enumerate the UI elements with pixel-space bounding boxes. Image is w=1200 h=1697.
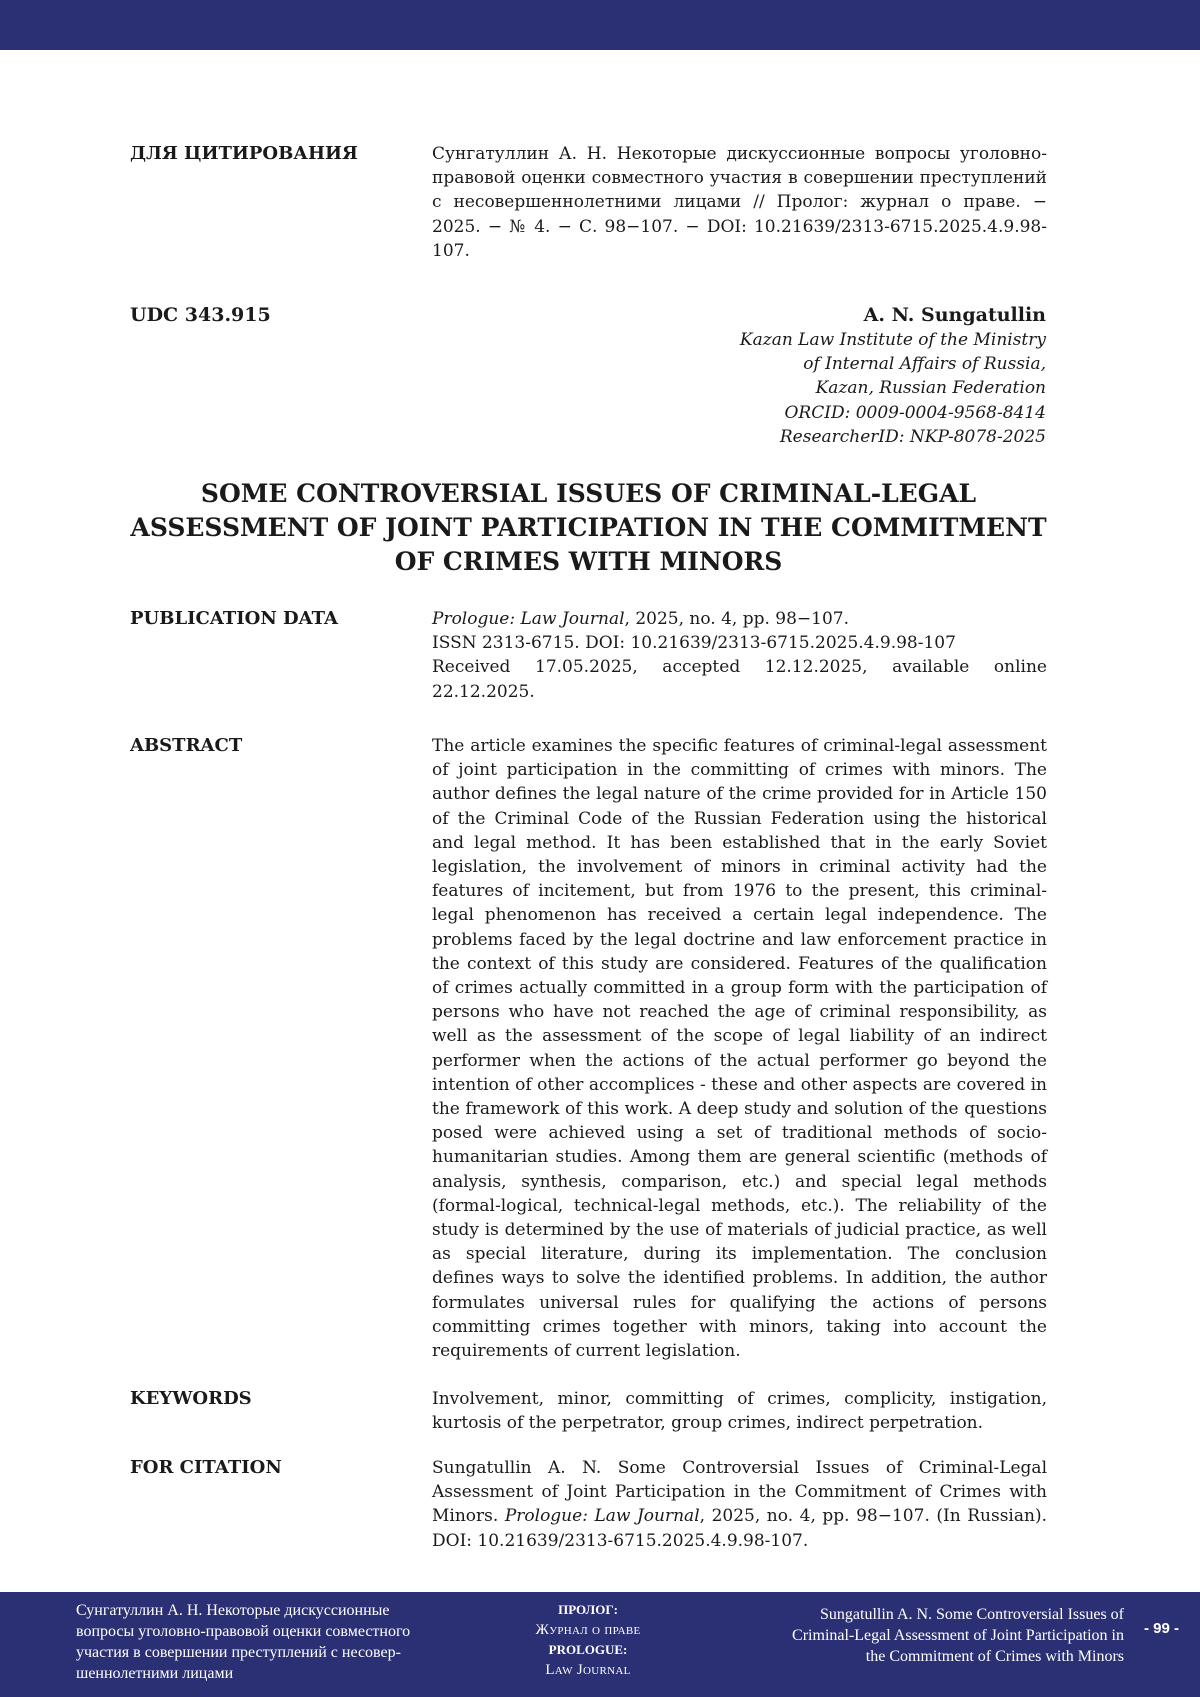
publication-data-label: PUBLICATION DATA: [130, 608, 339, 629]
footer-en-line: Sungatullin A. N. Some Controversial Issues of: [820, 1606, 1124, 1623]
article-title: [130, 477, 1047, 579]
ru-citation-text: Сунгатуллин А. Н. Некоторые дискуссионные вопросы уголовно-правовой оценки совместного участия в совершении преступлений с несовершеннолетними лицами // Пролог: журнал о праве. − 2025. − № 4. − С. 98−107. − DOI: 10.21639/2313-6715.2025.4.9.98-107.: [432, 144, 1047, 261]
en-citation-before: Sungatullin A. N. Some Controversial Issues of Criminal-Legal Assessment of Joint Participation in the Commitment of Crimes with Minors.: [432, 1458, 1047, 1527]
udc-code: UDC 343.915: [130, 304, 271, 326]
footer-en-line: the Commitment of Crimes with Minors: [865, 1648, 1124, 1665]
title-line: ASSESSMENT OF JOINT PARTICIPATION IN THE COMMITMENT: [130, 513, 1047, 542]
author-orcid: ORCID: 0009-0004-9568-8414: [784, 402, 1046, 423]
publication-details: , 2025, no. 4, pp. 98−107.: [624, 609, 850, 629]
footer-ru-line: шеннолетними лицами: [76, 1665, 234, 1682]
footer-en-citation: [720, 1604, 1124, 1667]
header-band: [0, 0, 1200, 50]
footer-journal-ru-sub: Журнал о праве: [535, 1622, 641, 1638]
footer-journal-ru-title: ПРОЛОГ:: [558, 1602, 618, 1617]
author-affiliation-line: Kazan, Russian Federation: [815, 378, 1046, 399]
abstract-label: ABSTRACT: [130, 735, 243, 756]
footer-ru-line: вопросы уголовно-правовой оценки совместного: [76, 1623, 411, 1640]
footer-journal-en-sub: Law Journal: [545, 1662, 631, 1678]
title-line: OF CRIMES WITH MINORS: [394, 547, 783, 576]
author-block: [740, 302, 1046, 449]
en-citation-after: , 2025, no. 4, pp. 98−107. (In Russian). DOI: 10.21639/2313-6715.2025.4.9.98-107.: [432, 1506, 1047, 1551]
keywords-text: Involvement, minor, committing of crimes, complicity, instigation, kurtosis of the perpetrator, group crimes, indirect perpetration.: [432, 1389, 1047, 1434]
footer-journal-name: [498, 1600, 678, 1680]
en-citation-label: FOR CITATION: [130, 1457, 282, 1478]
title-line: SOME CONTROVERSIAL ISSUES OF CRIMINAL-LEGAL: [200, 479, 977, 508]
page-number: - 99 -: [1144, 1620, 1180, 1637]
keywords-label: KEYWORDS: [130, 1388, 252, 1409]
footer-ru-line: участия в совершении преступлений с несовер-: [76, 1644, 401, 1661]
author-name: A. N. Sungatullin: [863, 304, 1046, 326]
en-citation-journal: Prologue: Law Journal: [504, 1506, 700, 1527]
author-researcherid: ResearcherID: NKP-8078-2025: [779, 426, 1046, 447]
footer-en-line: Criminal-Legal Assessment of Joint Participation in: [792, 1627, 1124, 1644]
author-affiliation-line: of Internal Affairs of Russia,: [803, 354, 1046, 375]
journal-name: Prologue: Law Journal: [432, 609, 625, 629]
footer-journal-en-title: PROLOGUE:: [548, 1642, 628, 1657]
author-affiliation-line: Kazan Law Institute of the Ministry: [739, 330, 1046, 350]
footer-ru-citation: [76, 1600, 476, 1684]
footer-ru-line: Сунгатуллин А. Н. Некоторые дискуссионные: [76, 1602, 390, 1619]
abstract-text: The article examines the specific features of criminal-legal assessment of joint participation in the committing of crimes with minors. The author defines the legal nature of the crime provided for in Article 150 of the Criminal Code of the Russian Federation using the historical and legal method. It has been established that in the early Soviet legislation, the involvement of minors in criminal activity had the features of incitement, but from 1976 to the present, this criminal-legal phenomenon has received a certain legal independence. The problems faced by the legal doctrine and law enforcement practice in the context of this study are considered. Features of the qualification of crimes actually committed in a group form with the participation of persons who have not reached the age of criminal responsibility, as well as the assessment of the scope of legal liability of an indirect performer when the actions of the actual performer go beyond the intention of other accomplices - these and other aspects are covered in the framework of this work. A deep study and solution of the questions posed were achieved using a set of traditional methods of socio-humanitarian studies. Among them are general scientific (methods of analysis, synthesis, comparison, etc.) and special legal methods (formal-logical, technical-legal methods, etc.). The reliability of the study is determined by the use of materials of judicial practice, as well as special literature, during its implementation. The conclusion defines ways to solve the identified problems. In addition, the author formulates universal rules for qualifying the actions of persons committing crimes together with minors, taking into account the requirements of current legislation.: [432, 736, 1047, 1362]
footer-band: [0, 1592, 1200, 1697]
received-dates: Received 17.05.2025, accepted 12.12.2025, available online 22.12.2025.: [432, 657, 1047, 702]
ru-citation-label: ДЛЯ ЦИТИРОВАНИЯ: [130, 143, 358, 164]
publication-data-content: [432, 607, 1047, 704]
en-citation-text: [432, 1456, 1047, 1553]
issn-doi: ISSN 2313-6715. DOI: 10.21639/2313-6715.2025.4.9.98-107: [432, 633, 956, 654]
